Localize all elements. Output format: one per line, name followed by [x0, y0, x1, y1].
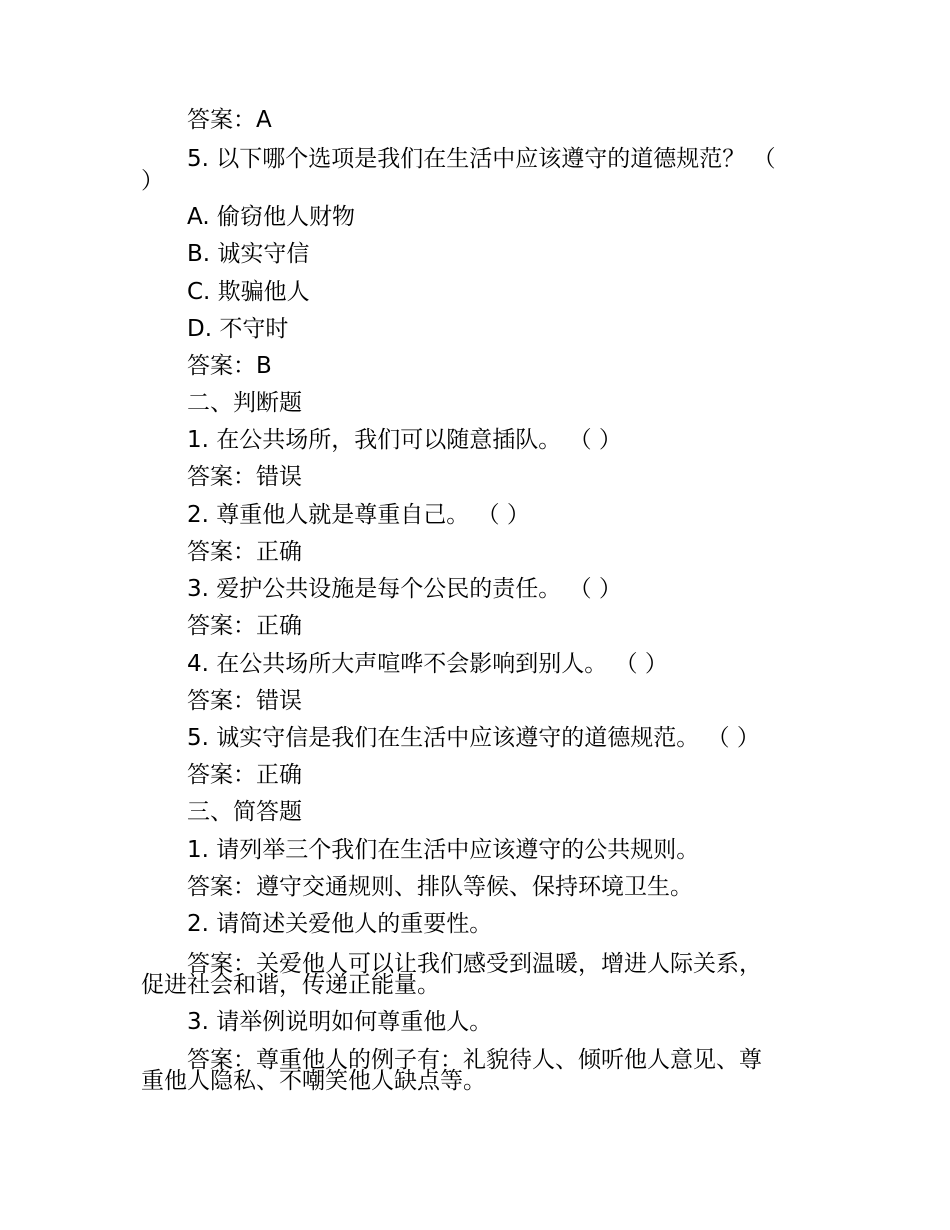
answer-continuation-line: 重他人隐私、不嘲笑他人缺点等。	[141, 1068, 486, 1094]
answer-continuation-line: 促进社会和谐，传递正能量。	[141, 972, 440, 998]
question-line: 1. 请列举三个我们在生活中应该遵守的公共规则。	[187, 837, 700, 863]
answer-line: 答案：正确	[187, 613, 302, 639]
question-line: 5. 诚实守信是我们在生活中应该遵守的道德规范。 （ ）	[187, 725, 760, 751]
question-line: 3. 请举例说明如何尊重他人。	[187, 1009, 493, 1035]
question-line: 3. 爱护公共设施是每个公民的责任。 （ ）	[187, 576, 622, 602]
answer-line: 答案：遵守交通规则、排队等候、保持环境卫生。	[187, 874, 693, 900]
section-heading: 三、简答题	[187, 799, 302, 825]
question-line: 1. 在公共场所，我们可以随意插队。 （ ）	[187, 427, 622, 453]
question-line: 4. 在公共场所大声喧哗不会影响到别人。 （ ）	[187, 651, 668, 677]
answer-line: 答案：尊重他人的例子有：礼貌待人、倾听他人意见、尊	[187, 1047, 762, 1073]
answer-line: 答案：正确	[187, 539, 302, 565]
answer-line: 答案：正确	[187, 762, 302, 788]
section-heading: 二、判断题	[187, 390, 302, 416]
answer-line: 答案：A	[187, 107, 272, 133]
option-line: D. 不守时	[187, 316, 289, 342]
answer-line: 答案：错误	[187, 688, 302, 714]
question-line: 5. 以下哪个选项是我们在生活中应该遵守的道德规范？ （	[187, 146, 776, 172]
answer-line: 答案：错误	[187, 464, 302, 490]
question-continuation-line: ）	[141, 168, 164, 194]
question-line: 2. 尊重他人就是尊重自己。 （ ）	[187, 502, 530, 528]
answer-line: 答案：关爱他人可以让我们感受到温暖，增进人际关系，	[187, 951, 762, 977]
question-line: 2. 请简述关爱他人的重要性。	[187, 911, 493, 937]
option-line: C. 欺骗他人	[187, 279, 310, 305]
answer-line: 答案：B	[187, 353, 272, 379]
option-line: A. 偷窃他人财物	[187, 204, 355, 230]
option-line: B. 诚实守信	[187, 241, 310, 267]
